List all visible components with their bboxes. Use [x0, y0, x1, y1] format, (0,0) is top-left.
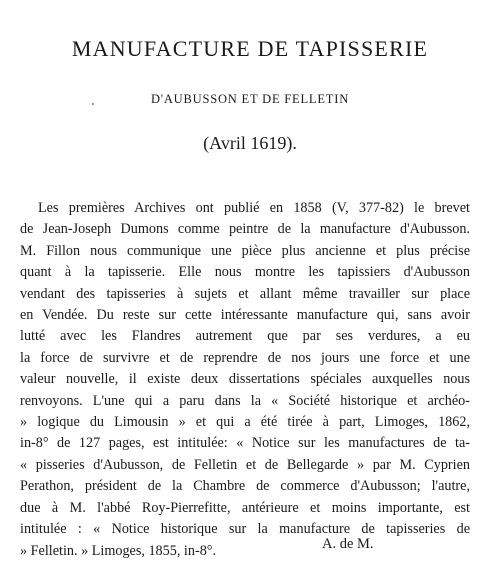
paragraph-line: la force de survivre et de reprendre de nos jours une force et une	[20, 349, 470, 366]
paragraph-line: M. Fillon nous communique une pièce plus ancienne et plus précise	[20, 242, 470, 259]
print-speck	[92, 103, 94, 105]
paragraph-line: » logique du Limousin » et qui a été tirée à part, Limoges, 1862,	[20, 414, 470, 431]
paragraph-line: intitulée : « Notice historique sur la manufacture de tapisseries de	[20, 521, 470, 538]
document-date: (Avril 1619).	[203, 133, 297, 153]
paragraph-line: renvoyons. L'une qui a paru dans la « Société historique et archéo-	[20, 392, 470, 409]
body-paragraph	[20, 198, 470, 562]
document-title: MANUFACTURE DE TAPISSERIE	[71, 36, 429, 61]
document-subtitle: D'AUBUSSON ET DE FELLETIN	[150, 92, 350, 106]
paragraph-line: de Jean-Joseph Dumons comme peintre de la manufacture d'Aubusson.	[20, 221, 470, 238]
paragraph-line: « pisseries d'Aubusson, de Felletin et de Bellegarde » par M. Cyprien	[20, 456, 470, 473]
paragraph-line: Les premières Archives ont publié en 1858 (V, 377-82) le brevet	[38, 200, 470, 216]
paragraph-line: valeur nouvelle, il existe deux dissertations spéciales auxquelles nous	[20, 371, 470, 388]
paragraph-line: » Felletin. » Limoges, 1855, in-8°.	[20, 542, 217, 559]
signature: A. de M.	[322, 536, 374, 552]
paragraph-line: due à M. l'abbé Roy-Pierrefitte, antérieure et moins importante, est	[20, 499, 470, 516]
paragraph-line: in-8° de 127 pages, est intitulée: « Notice sur les manufactures de ta-	[20, 435, 470, 452]
paragraph-line: vendant des tapisseries à sujets et allant même travailler sur place	[20, 285, 470, 302]
paragraph-line: lutté avec les Flandres autrement que par ses verdures, a eu	[20, 328, 470, 345]
paragraph-line: Perathon, président de la Chambre de commerce d'Aubusson; l'autre,	[20, 478, 470, 495]
paragraph-line: en Vendée. Du reste sur cette intéressante manufacture qui, sans avoir	[20, 307, 470, 324]
paragraph-line: quant à la tapisserie. Elle nous montre les tapissiers d'Aubusson	[20, 264, 470, 281]
